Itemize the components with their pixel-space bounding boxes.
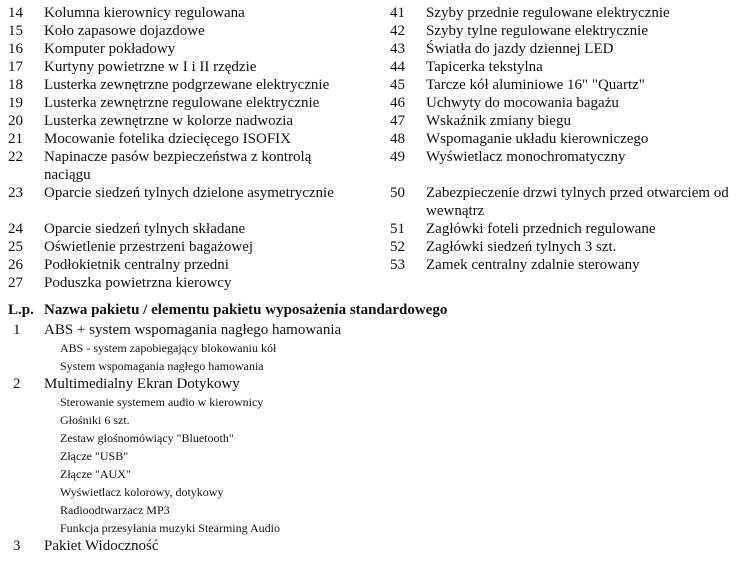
list-item: [390, 22, 756, 40]
item-text: Lusterka zewnętrzne podgrzewane elektrycznie: [44, 77, 330, 93]
item-number: 51: [390, 221, 405, 237]
list-item: [8, 130, 382, 148]
item-number: 46: [390, 95, 405, 111]
item-number: 53: [390, 257, 405, 273]
package-element: ABS - system zapobiegający blokowaniu kół: [60, 341, 277, 355]
package-element: Sterowanie systemem audio w kierownicy: [60, 395, 264, 409]
package-name: ABS + system wspomagania nagłego hamowania: [44, 322, 342, 338]
package-row: [8, 321, 748, 339]
list-item: [390, 4, 756, 22]
list-item: [8, 4, 382, 22]
item-text: Lusterka zewnętrzne regulowane elektrycznie: [44, 95, 320, 111]
item-text: Napinacze pasów bezpieczeństwa z kontrolą naciągu: [44, 149, 312, 183]
item-text: Tapicerka tekstylna: [426, 59, 543, 75]
item-number: 44: [390, 59, 405, 75]
item-number: 25: [8, 239, 23, 255]
item-number: 15: [8, 23, 23, 39]
item-number: 22: [8, 149, 23, 165]
item-number: 21: [8, 131, 23, 147]
list-item: [8, 22, 382, 40]
item-number: 43: [390, 41, 405, 57]
list-item: [8, 112, 382, 130]
item-text: Lusterka zewnętrzne w kolorze nadwozia: [44, 113, 294, 129]
list-item: [8, 184, 382, 220]
equipment-list-right: [390, 4, 756, 274]
package-name: Multimedialny Ekran Dotykowy: [44, 376, 240, 392]
item-text: Oparcie siedzeń tylnych dzielone asymetrycznie: [44, 185, 334, 201]
list-item: [390, 220, 756, 238]
list-item: [390, 94, 756, 112]
item-number: 41: [390, 5, 405, 21]
item-text: Zabezpieczenie drzwi tylnych przed otwarciem od wewnątrz: [426, 185, 729, 219]
item-number: 47: [390, 113, 405, 129]
item-text: Koło zapasowe dojazdowe: [44, 23, 205, 39]
package-element: Głośniki 6 szt.: [60, 413, 130, 427]
item-number: 19: [8, 95, 23, 111]
item-text: Kurtyny powietrzne w I i II rzędzie: [44, 59, 257, 75]
item-number: 20: [8, 113, 23, 129]
list-item: [390, 40, 756, 58]
package-element: Radioodtwarzacz MP3: [60, 503, 170, 517]
package-row: [8, 537, 748, 551]
item-number: 26: [8, 257, 23, 273]
item-number: 18: [8, 77, 23, 93]
list-item: [390, 184, 756, 220]
package-element: Wyświetlacz kolorowy, dotykowy: [60, 485, 224, 499]
package-number: 3: [13, 538, 21, 551]
item-text: Oświetlenie przestrzeni bagażowej: [44, 239, 254, 255]
package-table: [8, 301, 748, 551]
list-item: [390, 58, 756, 76]
package-element: Funkcja przesyłania muzyki Stearming Audio: [60, 521, 280, 535]
item-text: Wspomaganie układu kierowniczego: [426, 131, 649, 147]
item-number: 17: [8, 59, 23, 75]
package-element: Złącze "AUX": [60, 467, 131, 481]
item-number: 14: [8, 5, 23, 21]
package-element: Zestaw głośnomówiący "Bluetooth": [60, 431, 234, 445]
list-item: [390, 238, 756, 256]
lp-heading: L.p.: [8, 302, 34, 318]
list-item: [8, 94, 382, 112]
item-number: 52: [390, 239, 405, 255]
list-item: [8, 274, 382, 292]
item-text: Wyświetlacz monochromatyczny: [426, 149, 626, 165]
item-number: 45: [390, 77, 405, 93]
equipment-list-left: [8, 4, 382, 292]
item-number: 27: [8, 275, 23, 291]
item-number: 24: [8, 221, 23, 237]
package-number: 2: [13, 376, 21, 392]
item-text: Uchwyty do mocowania bagażu: [426, 95, 619, 111]
item-number: 50: [390, 185, 405, 201]
package-element: Złącze "USB": [60, 449, 129, 463]
item-text: Zagłówki foteli przednich regulowane: [426, 221, 656, 237]
item-text: Zamek centralny zdalnie sterowany: [426, 257, 640, 273]
package-name: Pakiet Widoczność: [44, 538, 159, 551]
package-row: [8, 375, 748, 393]
package-number: 1: [13, 322, 21, 338]
package-name-heading: Nazwa pakietu / elementu pakietu wyposażenia standardowego: [44, 302, 448, 318]
list-item: [8, 220, 382, 238]
list-item: [390, 76, 756, 94]
item-text: Podłokietnik centralny przedni: [44, 257, 229, 273]
item-text: Kolumna kierownicy regulowana: [44, 5, 245, 21]
package-element: System wspomagania nagłego hamowania: [60, 359, 264, 373]
item-text: Komputer pokładowy: [44, 41, 176, 57]
item-text: Szyby tylne regulowane elektrycznie: [426, 23, 648, 39]
item-number: 49: [390, 149, 405, 165]
item-number: 48: [390, 131, 405, 147]
list-item: [8, 148, 382, 184]
package-table-header: [8, 301, 748, 319]
list-item: [390, 256, 756, 274]
item-text: Wskaźnik zmiany biegu: [426, 113, 571, 129]
item-text: Światła do jazdy dziennej LED: [426, 41, 614, 57]
item-number: 42: [390, 23, 405, 39]
item-text: Oparcie siedzeń tylnych składane: [44, 221, 246, 237]
list-item: [8, 58, 382, 76]
item-number: 23: [8, 185, 23, 201]
item-text: Szyby przednie regulowane elektrycznie: [426, 5, 670, 21]
item-text: Mocowanie fotelika dziecięcego ISOFIX: [44, 131, 291, 147]
list-item: [8, 238, 382, 256]
item-text: Poduszka powietrzna kierowcy: [44, 275, 232, 291]
list-item: [390, 112, 756, 130]
list-item: [390, 130, 756, 148]
item-text: Tarcze kół aluminiowe 16" "Quartz": [426, 77, 645, 93]
list-item: [8, 40, 382, 58]
list-item: [390, 148, 756, 184]
list-item: [8, 76, 382, 94]
item-text: Zagłówki siedzeń tylnych 3 szt.: [426, 239, 617, 255]
item-number: 16: [8, 41, 23, 57]
list-item: [8, 256, 382, 274]
